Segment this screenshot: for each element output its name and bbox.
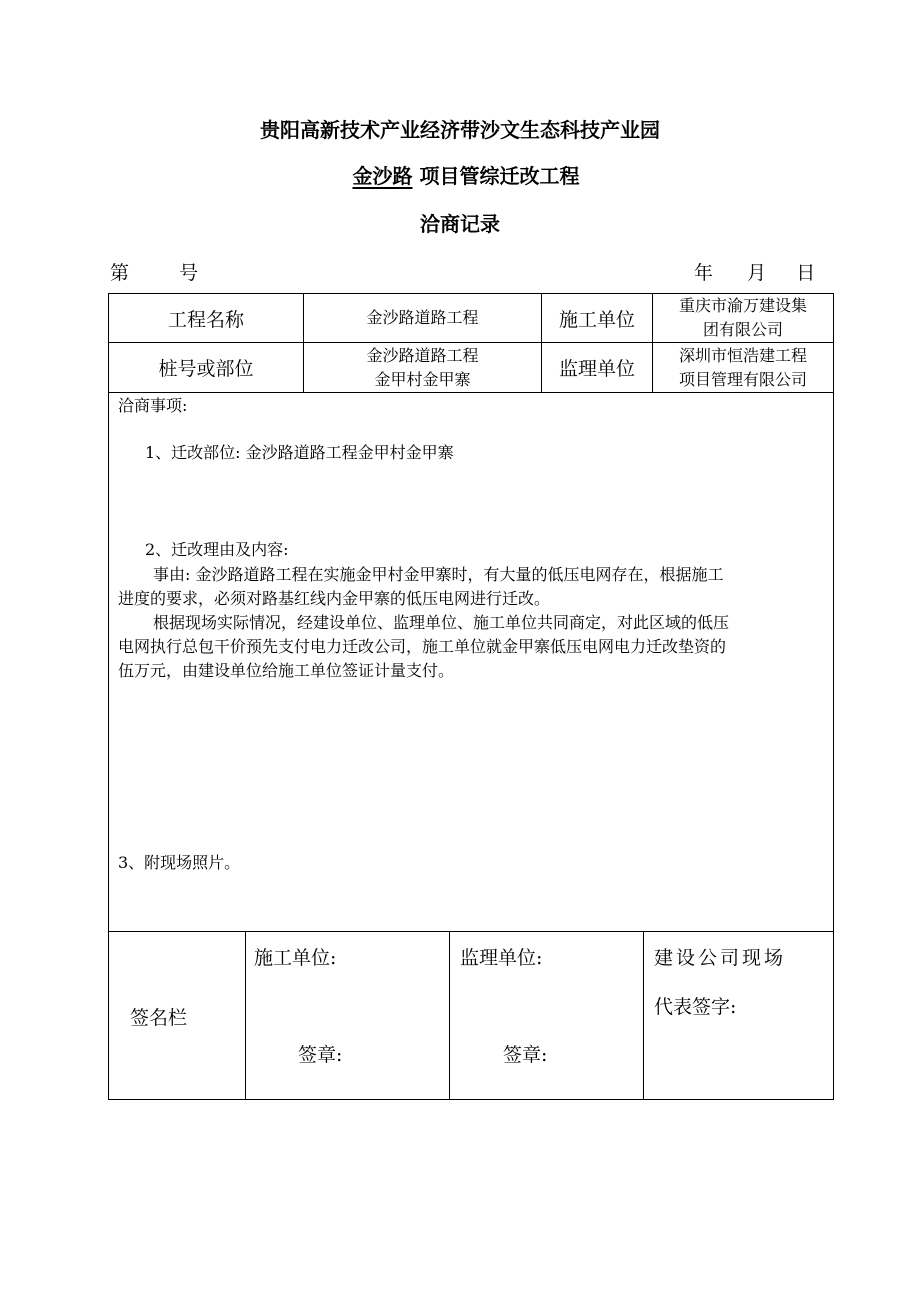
- date-month: 月: [747, 262, 767, 284]
- document-title: 贵阳高新技术产业经济带沙文生态科技产业园: [260, 118, 660, 142]
- project-title: [0, 160, 920, 189]
- owner-signature-label-line2: 代表签字:: [654, 996, 737, 1018]
- project-name-value: 金沙路道路工程: [366, 308, 479, 327]
- contractor-value-line1: 重庆市渝万建设集: [678, 296, 807, 315]
- content-item-2-p2-line1: 根据现场实际情况，经建设单位、监理单位、施工单位共同商定，对此区域的低压: [153, 613, 730, 632]
- content-item-2-p1-line2: 进度的要求，必须对路基红线内金甲寨的低压电网进行迁改。: [118, 589, 551, 608]
- content-item-2-p1-line1: 事由: 金沙路道路工程在实施金甲村金甲寨时，有大量的低压电网存在，根据施工: [153, 565, 724, 584]
- content-item-2-p2-line3: 伍万元，由建设单位给施工单位签证计量支付。: [118, 661, 455, 680]
- supervisor-value-line2: 项目管理有限公司: [678, 369, 807, 389]
- date-year: 年: [694, 262, 714, 284]
- sig-col-divider-1: [245, 931, 246, 1100]
- contractor-stamp-label: 签章:: [298, 1044, 343, 1066]
- sig-col-divider-2: [449, 931, 450, 1100]
- location-value-line2: 金甲村金甲寨: [374, 369, 471, 389]
- date-day: 日: [796, 262, 816, 284]
- content-item-2-heading: 2、迁改理由及内容:: [145, 540, 289, 559]
- location-value: [304, 343, 541, 392]
- table-border-content: [108, 931, 834, 932]
- record-title: 洽商记录: [420, 212, 500, 236]
- record-number: [110, 258, 198, 285]
- supervisor-stamp-label: 签章:: [503, 1044, 548, 1066]
- content-item-1: 1、迁改部位: 金沙路道路工程金甲村金甲寨: [145, 443, 454, 462]
- signature-label: 签名栏: [130, 1007, 188, 1029]
- supervisor-signature-label: 监理单位:: [460, 947, 543, 969]
- sig-col-divider-3: [643, 931, 644, 1100]
- supervisor-value: [653, 343, 833, 392]
- contractor-label: 施工单位: [558, 308, 635, 331]
- supervisor-value-line1: 深圳市恒浩建工程: [678, 345, 807, 365]
- content-item-2-p2-line2: 电网执行总包干价预先支付电力迁改公司，施工单位就金甲寨低压电网电力迁改垫资的: [118, 637, 727, 656]
- contractor-signature-label: 施工单位:: [254, 947, 337, 969]
- number-prefix: 第: [110, 262, 130, 284]
- table-border-bottom: [108, 1099, 834, 1100]
- owner-signature-label-line1: 建设公司现场: [654, 947, 787, 969]
- content-heading: 洽商事项:: [118, 396, 188, 415]
- project-title-rest: 项目管综迁改工程: [419, 164, 580, 188]
- table-border-left: [108, 293, 109, 1100]
- supervisor-label: 监理单位: [558, 358, 635, 380]
- location-label: 桩号或部位: [158, 358, 254, 380]
- content-item-3: 3、附现场照片。: [118, 853, 241, 872]
- record-date: [694, 258, 815, 285]
- location-value-line1: 金沙路道路工程: [366, 345, 479, 365]
- contractor-value-line2: 团有限公司: [702, 320, 783, 339]
- table-border-right: [833, 293, 834, 1100]
- project-road-name: 金沙路: [352, 164, 413, 188]
- table-border-row2: [108, 392, 834, 393]
- number-suffix: 号: [179, 262, 199, 284]
- contractor-value: [653, 294, 833, 342]
- project-name-label: 工程名称: [167, 308, 244, 331]
